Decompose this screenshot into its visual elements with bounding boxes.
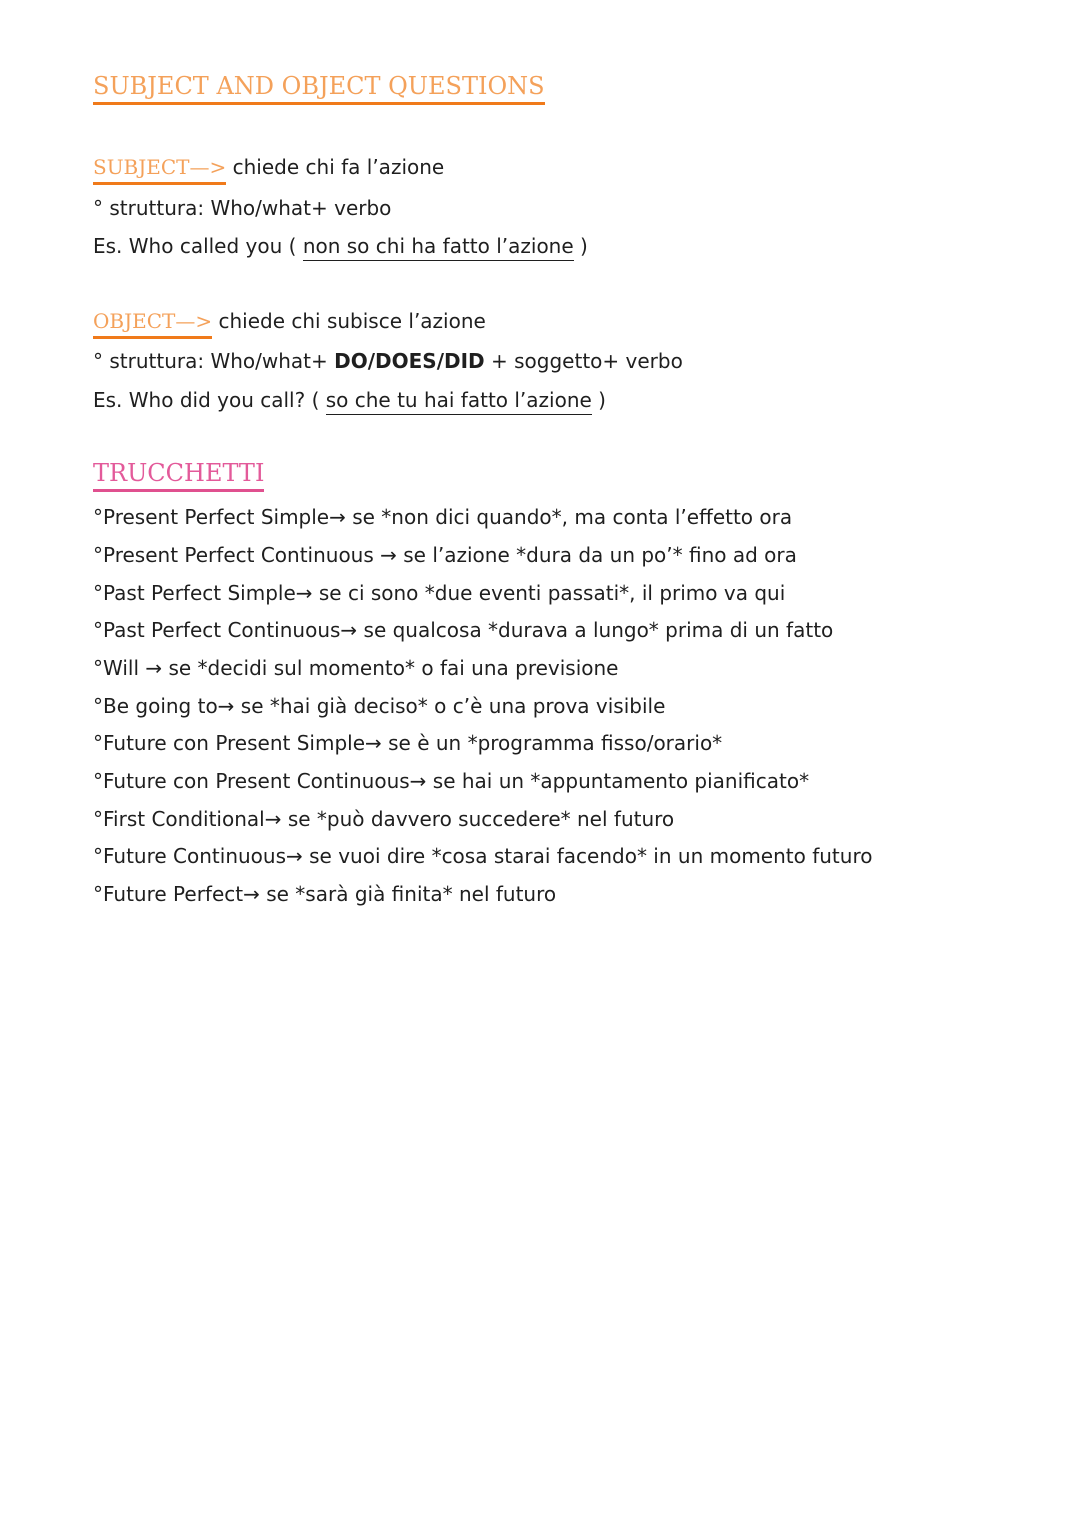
object-description: chiede chi subisce l’azione (212, 309, 486, 333)
subject-example: Es. Who called you ( non so chi ha fatto l’azione ) (93, 236, 588, 256)
object-label: OBJECT—> (93, 309, 212, 339)
object-structure-auxiliaries: DO/DOES/DID (334, 349, 485, 373)
object-structure: ° struttura: Who/what+ DO/DOES/DID + soggetto+ verbo (93, 349, 683, 373)
trick-item: °Present Perfect Simple→ se *non dici quando*, ma conta l’effetto ora (93, 505, 793, 529)
trick-item: °Future Continuous→ se vuoi dire *cosa starai facendo* in un momento futuro (93, 844, 873, 868)
subject-label: SUBJECT—> (93, 155, 226, 185)
object-example: Es. Who did you call? ( so che tu hai fatto l’azione ) (93, 390, 606, 410)
object-definition (93, 311, 486, 331)
trick-item: °Future con Present Continuous→ se hai un *appuntamento pianificato* (93, 769, 810, 793)
trick-item: °Present Perfect Continuous → se l’azione *dura da un po’* fino ad ora (93, 543, 797, 567)
trick-item: °Past Perfect Simple→ se ci sono *due eventi passati*, il primo va qui (93, 581, 786, 605)
trick-item: °Past Perfect Continuous→ se qualcosa *durava a lungo* prima di un fatto (93, 618, 834, 642)
subject-definition (93, 157, 444, 177)
trick-item: °Future con Present Simple→ se è un *programma fisso/orario* (93, 731, 723, 755)
subject-example-note: non so chi ha fatto l’azione (303, 234, 574, 261)
trick-item: °Be going to→ se *hai già deciso* o c’è una prova visibile (93, 694, 666, 718)
trick-item: °Future Perfect→ se *sarà già finita* nel futuro (93, 882, 557, 906)
object-example-note: so che tu hai fatto l’azione (326, 388, 592, 415)
trick-item: °First Conditional→ se *può davvero succedere* nel futuro (93, 807, 675, 831)
page-title: SUBJECT AND OBJECT QUESTIONS (93, 74, 545, 105)
trick-item: °Will → se *decidi sul momento* o fai una previsione (93, 656, 619, 680)
subject-structure: ° struttura: Who/what+ verbo (93, 196, 392, 220)
tricks-title: TRUCCHETTI (93, 461, 264, 492)
subject-description: chiede chi fa l’azione (226, 155, 445, 179)
